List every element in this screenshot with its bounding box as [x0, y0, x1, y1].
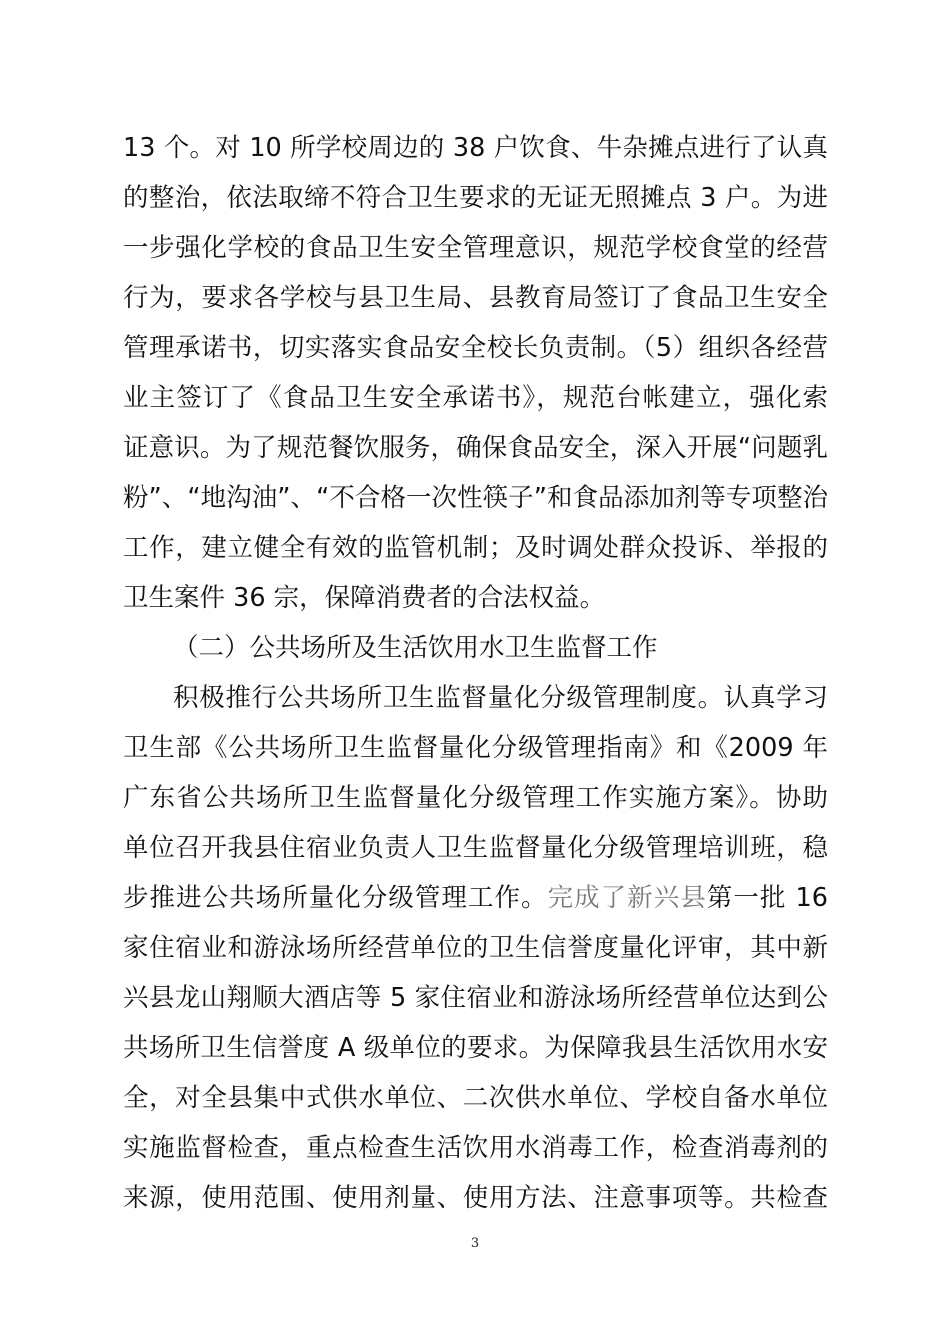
body-line: 广东省公共场所卫生监督量化分级管理工作实施方案》。协助 [123, 783, 828, 813]
body-line: 粉”、“地沟油”、“不合格一次性筷子”和食品添加剂等专项整治 [123, 483, 828, 513]
body-line: 实施监督检查，重点检查生活饮用水消毒工作，检查消毒剂的 [123, 1133, 828, 1163]
body-line: 单位召开我县住宿业负责人卫生监督量化分级管理培训班，稳 [123, 833, 828, 863]
body-line: 共场所卫生信誉度 A 级单位的要求。为保障我县生活饮用水安 [123, 1033, 828, 1063]
body-line: 积极推行公共场所卫生监督量化分级管理制度。认真学习 [173, 683, 828, 713]
highlighted-text: 完成了新兴县 [547, 883, 707, 913]
body-line-mixed [123, 873, 828, 923]
body-line: 卫生部《公共场所卫生监督量化分级管理指南》和《2009 年 [123, 733, 828, 763]
line-text: 第一批 16 [706, 883, 828, 913]
body-line: 卫生案件 36 宗，保障消费者的合法权益。 [123, 583, 606, 613]
body-line: 13 个。对 10 所学校周边的 38 户饮食、牛杂摊点进行了认真 [123, 133, 828, 163]
body-line: 全，对全县集中式供水单位、二次供水单位、学校自备水单位 [123, 1083, 828, 1113]
body-line: 的整治，依法取缔不符合卫生要求的无证无照摊点 3 户。为进 [123, 183, 828, 213]
body-line: 来源，使用范围、使用剂量、使用方法、注意事项等。共检查 [123, 1183, 828, 1213]
body-line: 行为，要求各学校与县卫生局、县教育局签订了食品卫生安全 [123, 283, 828, 313]
body-line: 证意识。为了规范餐饮服务，确保食品安全，深入开展“问题乳 [123, 433, 828, 463]
body-line: 业主签订了《食品卫生安全承诺书》，规范台帐建立，强化索 [123, 383, 828, 413]
section-heading: （二）公共场所及生活饮用水卫生监督工作 [173, 633, 658, 663]
body-line: 一步强化学校的食品卫生安全管理意识，规范学校食堂的经营 [123, 233, 828, 263]
body-line: 兴县龙山翔顺大酒店等 5 家住宿业和游泳场所经营单位达到公 [123, 983, 828, 1013]
page-number: 3 [470, 1236, 480, 1251]
body-line: 管理承诺书，切实落实食品安全校长负责制。（5）组织各经营 [123, 333, 828, 363]
body-line: 家住宿业和游泳场所经营单位的卫生信誉度量化评审，其中新 [123, 933, 828, 963]
line-text: 步推进公共场所量化分级管理工作。 [123, 883, 548, 913]
body-line: 工作，建立健全有效的监管机制；及时调处群众投诉、举报的 [123, 533, 828, 563]
